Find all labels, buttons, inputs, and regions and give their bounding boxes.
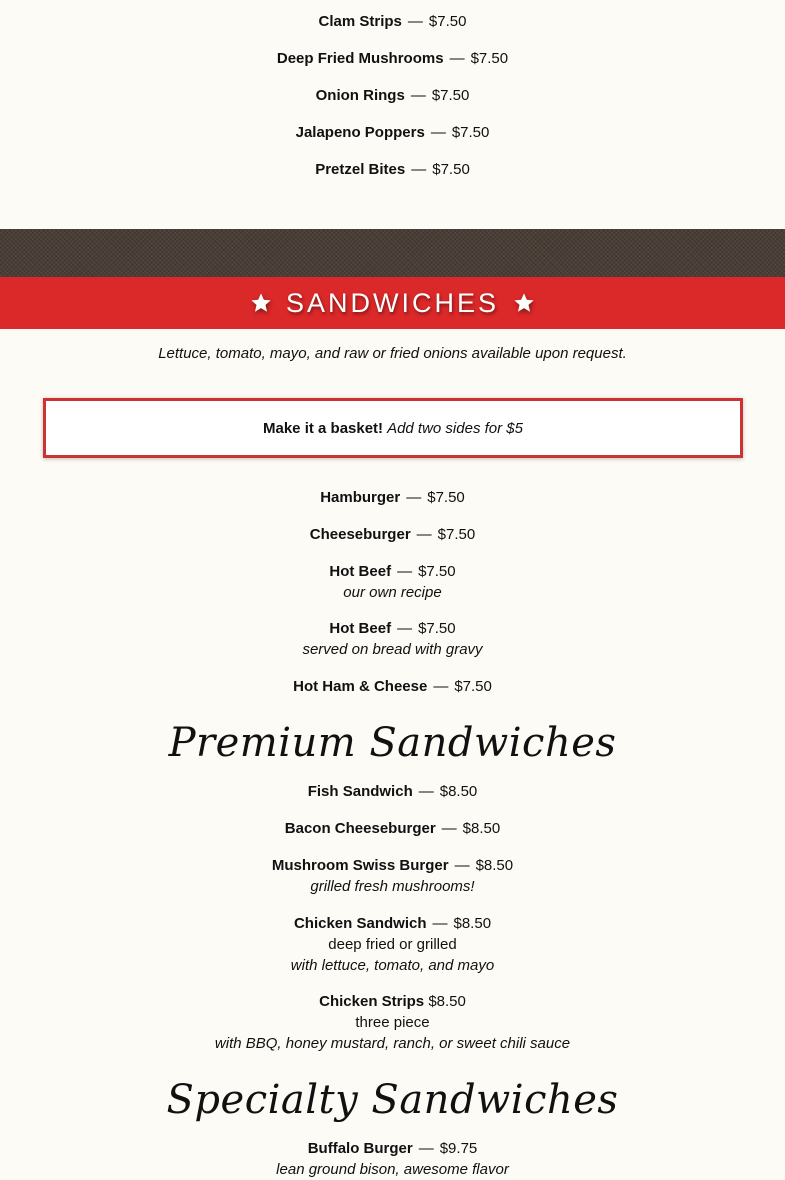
menu-item — [0, 1139, 785, 1180]
dash: — — [430, 124, 446, 141]
menu-item — [0, 819, 785, 839]
item-description: lean ground bison, awesome flavor — [276, 1161, 509, 1178]
item-name: Hamburger — [320, 489, 401, 506]
dash: — — [449, 50, 465, 67]
dash: — — [418, 1140, 434, 1157]
menu-item — [0, 123, 785, 143]
item-name: Hot Ham & Cheese — [293, 678, 428, 695]
item-price: $7.50 — [418, 620, 456, 637]
section-banner — [0, 277, 785, 329]
item-price: $7.50 — [418, 563, 456, 580]
dash: — — [432, 915, 448, 932]
item-name: Chicken Strips — [319, 993, 425, 1010]
star-icon — [250, 292, 272, 314]
item-price: $7.50 — [431, 87, 470, 104]
item-price: $7.50 — [470, 50, 509, 67]
item-price: $7.50 — [437, 526, 476, 543]
item-description: with BBQ, honey mustard, ranch, or sweet chili sauce — [214, 1035, 571, 1052]
item-price: $7.50 — [428, 13, 467, 30]
item-description: with lettuce, tomato, and mayo — [290, 957, 495, 974]
item-price: $8.50 — [428, 993, 466, 1010]
item-name: Pretzel Bites — [315, 161, 406, 178]
section-title: SANDWICHES — [285, 287, 499, 318]
item-name: Jalapeno Poppers — [295, 124, 425, 141]
menu-item — [0, 12, 785, 32]
item-price: $7.50 — [454, 678, 492, 695]
item-description: three piece — [355, 1014, 430, 1031]
menu-item — [0, 562, 785, 603]
item-name: Fish Sandwich — [307, 783, 413, 800]
item-price: $8.50 — [475, 857, 514, 874]
subsection-title: Specialty Sandwiches — [166, 1077, 619, 1123]
item-description: grilled fresh mushrooms! — [310, 878, 475, 895]
dash: — — [454, 857, 470, 874]
item-description: our own recipe — [343, 584, 442, 601]
item-name: Hot Beef — [329, 620, 392, 637]
menu-item — [0, 914, 785, 976]
menu-item — [0, 525, 785, 545]
item-name: Buffalo Burger — [307, 1140, 413, 1157]
item-name: Bacon Cheeseburger — [284, 820, 436, 837]
dash: — — [410, 87, 426, 104]
item-price: $8.50 — [439, 783, 478, 800]
dash: — — [397, 563, 413, 580]
item-price: $7.50 — [432, 161, 470, 178]
menu-item — [0, 782, 785, 802]
subsection-title: Premium Sandwiches — [168, 720, 617, 766]
dash: — — [407, 13, 423, 30]
item-price: $8.50 — [462, 820, 501, 837]
star-icon — [513, 292, 535, 314]
menu-item — [0, 49, 785, 69]
texture-band — [0, 229, 785, 277]
item-description: deep fried or grilled — [328, 936, 457, 953]
dash: — — [411, 161, 427, 178]
item-name: Hot Beef — [329, 563, 392, 580]
basket-bold: Make it a basket! — [263, 419, 384, 437]
menu-item — [0, 992, 785, 1054]
item-name: Onion Rings — [315, 87, 405, 104]
menu-item — [0, 619, 785, 660]
dash: — — [406, 489, 422, 506]
item-name: Deep Fried Mushrooms — [276, 50, 444, 67]
dash: — — [433, 678, 449, 695]
dash: — — [418, 783, 434, 800]
menu-item — [0, 677, 785, 697]
item-price: $7.50 — [427, 489, 465, 506]
basket-callout — [43, 398, 743, 458]
item-price: $8.50 — [453, 915, 492, 932]
section-note: Lettuce, tomato, mayo, and raw or fried onions available upon request. — [158, 345, 627, 362]
menu-item — [0, 86, 785, 106]
menu-item — [0, 488, 785, 508]
item-price: $9.75 — [439, 1140, 478, 1157]
basket-italic: Add two sides for $5 — [387, 419, 523, 437]
dash: — — [397, 620, 413, 637]
menu-item — [0, 160, 785, 180]
menu-item — [0, 856, 785, 897]
item-name: Clam Strips — [318, 13, 402, 30]
dash: — — [441, 820, 457, 837]
item-name: Chicken Sandwich — [293, 915, 427, 932]
item-name: Cheeseburger — [309, 526, 411, 543]
item-name: Mushroom Swiss Burger — [271, 857, 449, 874]
item-description: served on bread with gravy — [302, 641, 483, 658]
item-price: $7.50 — [451, 124, 490, 141]
dash: — — [416, 526, 432, 543]
